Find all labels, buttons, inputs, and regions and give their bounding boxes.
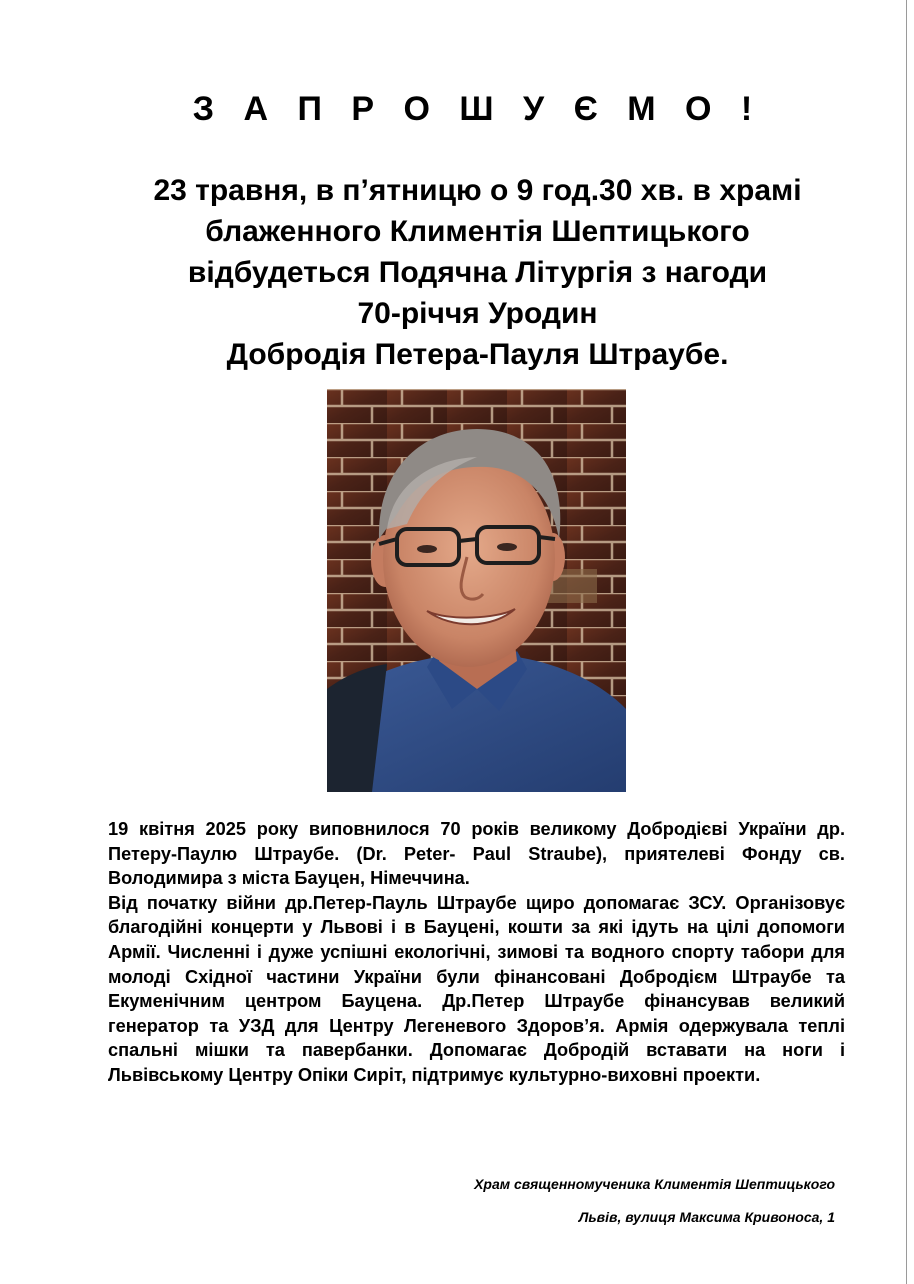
- invitation-title: З А П Р О Ш У Є М О !: [192, 90, 763, 128]
- announcement-line: 70-річчя Уродин: [357, 297, 598, 330]
- biography-paragraph: 19 квітня 2025 року виповнилося 70 років великому Добродієві України др. Петеру-Паулю Штраубе. (Dr. Peter- Paul Straube), приятелеві Фонду св. Володимира з міста Бауцен, Німеччина.: [108, 819, 845, 889]
- signature-address: Львів, вулиця Максима Кривоноса, 1: [578, 1209, 835, 1225]
- announcement-line: блаженного Климентія Шептицького: [205, 215, 750, 248]
- announcement: [0, 170, 914, 375]
- portrait-photo: [327, 389, 626, 792]
- biography-text: [108, 817, 845, 1088]
- announcement-line: Добродія Петера-Пауля Штраубе.: [226, 338, 729, 371]
- signature-church: Храм священномученика Климентія Шептицького: [474, 1176, 835, 1192]
- announcement-line: відбудеться Подячна Літургія з нагоди: [187, 256, 768, 289]
- biography-paragraph: Від початку війни др.Петер-Пауль Штраубе щиро допомагає ЗСУ. Організовує благодійні концерти у Львові і в Бауцені, кошти за які ідуть на цілі допомоги Армії. Численні і дуже успішні екологічні, зимові та водного спорту табори для молоді Східної частини України були фінансовані Добродієм Штраубе та Екуменічним центром Бауцена. Др.Петер Штраубе фінансував великий генератор та УЗД для Центру Легеневого Здоров’я. Армія одержувала теплі спальні мішки та павербанки. Допомагає Добродій вставати на ноги і Львівському Центру Опіки Сиріт, підтримує культурно-виховні проекти.: [108, 892, 845, 1085]
- announcement-line: 23 травня, в п’ятницю о 9 год.30 хв. в храмі: [153, 174, 802, 207]
